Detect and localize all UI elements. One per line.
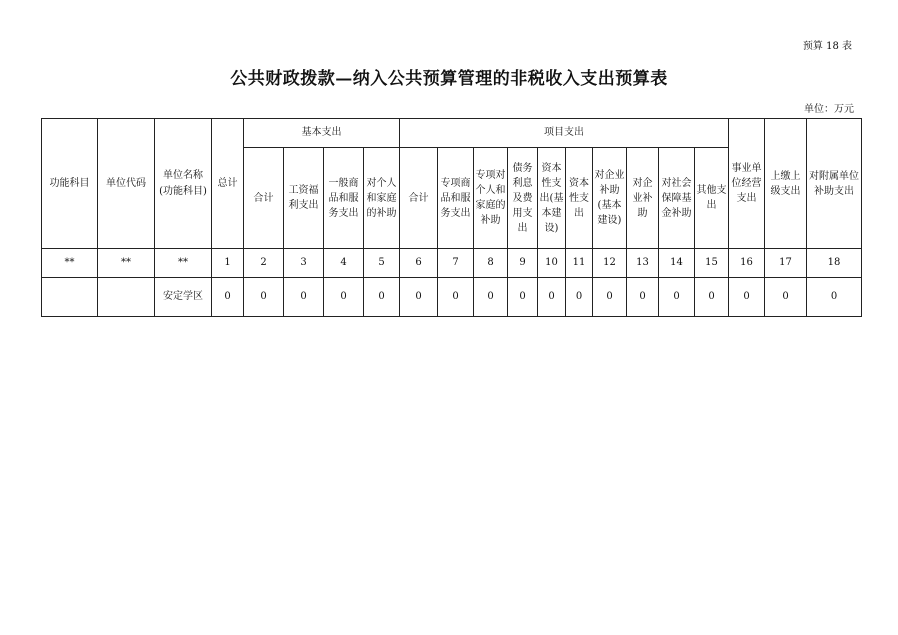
number-cell: 6: [400, 249, 438, 278]
header-unit-name-text: 单位名称 (功能科目): [159, 169, 207, 197]
header-basic-individual: 对个人和家庭的补助: [364, 148, 400, 249]
value-cell: 0: [593, 278, 627, 317]
number-cell: 11: [566, 249, 593, 278]
header-project-other: 其他支出: [695, 148, 729, 249]
header-unit-code: 单位代码: [98, 119, 155, 249]
number-cell: 8: [474, 249, 508, 278]
number-cell: 2: [244, 249, 284, 278]
number-cell: 4: [324, 249, 364, 278]
value-cell: 0: [244, 278, 284, 317]
header-project-debt: 债务利息及费用支出: [508, 148, 538, 249]
value-cell: 0: [807, 278, 862, 317]
value-cell: 0: [508, 278, 538, 317]
header-project-goods: 专项商品和服务支出: [438, 148, 474, 249]
number-cell: **: [42, 249, 98, 278]
header-unit-name: [155, 119, 212, 249]
budget-table: [41, 118, 862, 317]
number-cell: **: [155, 249, 212, 278]
unit-label: 单位：万元: [804, 104, 854, 115]
header-basic-total: 合计: [244, 148, 284, 249]
numbering-row: [42, 249, 862, 278]
number-cell: 10: [538, 249, 566, 278]
value-cell: 0: [284, 278, 324, 317]
cell-func-subject: [42, 278, 98, 317]
header-project-group: 项目支出: [400, 119, 729, 148]
number-cell: 5: [364, 249, 400, 278]
page-title: 公共财政拨款—纳入公共预算管理的非税收入支出预算表: [230, 69, 668, 89]
value-cell: 0: [627, 278, 659, 317]
header-project-social-security: 对社会保障基金补助: [659, 148, 695, 249]
header-project-capital-build: 资本性支出(基本建设): [538, 148, 566, 249]
cell-unit-code: [98, 278, 155, 317]
number-cell: 14: [659, 249, 695, 278]
header-basic-salary: 工资福利支出: [284, 148, 324, 249]
number-cell: 15: [695, 249, 729, 278]
number-cell: 1: [212, 249, 244, 278]
number-cell: **: [98, 249, 155, 278]
cell-unit-name: 安定学区: [155, 278, 212, 317]
value-cell: 0: [212, 278, 244, 317]
value-cell: 0: [438, 278, 474, 317]
header-enterprise-op: 事业单位经营支出: [729, 119, 765, 249]
number-cell: 17: [765, 249, 807, 278]
value-cell: 0: [659, 278, 695, 317]
table-row: [42, 278, 862, 317]
value-cell: 0: [695, 278, 729, 317]
header-project-individual: 专项对个人和家庭的补助: [474, 148, 508, 249]
header-total: 总计: [212, 119, 244, 249]
number-cell: 16: [729, 249, 765, 278]
header-subsidiary: 对附属单位补助支出: [807, 119, 862, 249]
number-cell: 7: [438, 249, 474, 278]
header-upper-payment: 上缴上级支出: [765, 119, 807, 249]
value-cell: 0: [400, 278, 438, 317]
value-cell: 0: [566, 278, 593, 317]
header-project-enterprise: 对企业补助: [627, 148, 659, 249]
header-project-enterprise-build: 对企业补助(基本建设): [593, 148, 627, 249]
number-cell: 18: [807, 249, 862, 278]
value-cell: 0: [324, 278, 364, 317]
header-func-subject: 功能科目: [42, 119, 98, 249]
number-cell: 3: [284, 249, 324, 278]
value-cell: 0: [729, 278, 765, 317]
value-cell: 0: [364, 278, 400, 317]
header-basic-group: 基本支出: [244, 119, 400, 148]
number-cell: 13: [627, 249, 659, 278]
table-number-label: 预算 18 表: [802, 41, 852, 52]
value-cell: 0: [474, 278, 508, 317]
number-cell: 9: [508, 249, 538, 278]
value-cell: 0: [538, 278, 566, 317]
value-cell: 0: [765, 278, 807, 317]
header-project-capital: 资本性支出: [566, 148, 593, 249]
header-basic-goods: 一般商品和服务支出: [324, 148, 364, 249]
header-project-total: 合计: [400, 148, 438, 249]
number-cell: 12: [593, 249, 627, 278]
